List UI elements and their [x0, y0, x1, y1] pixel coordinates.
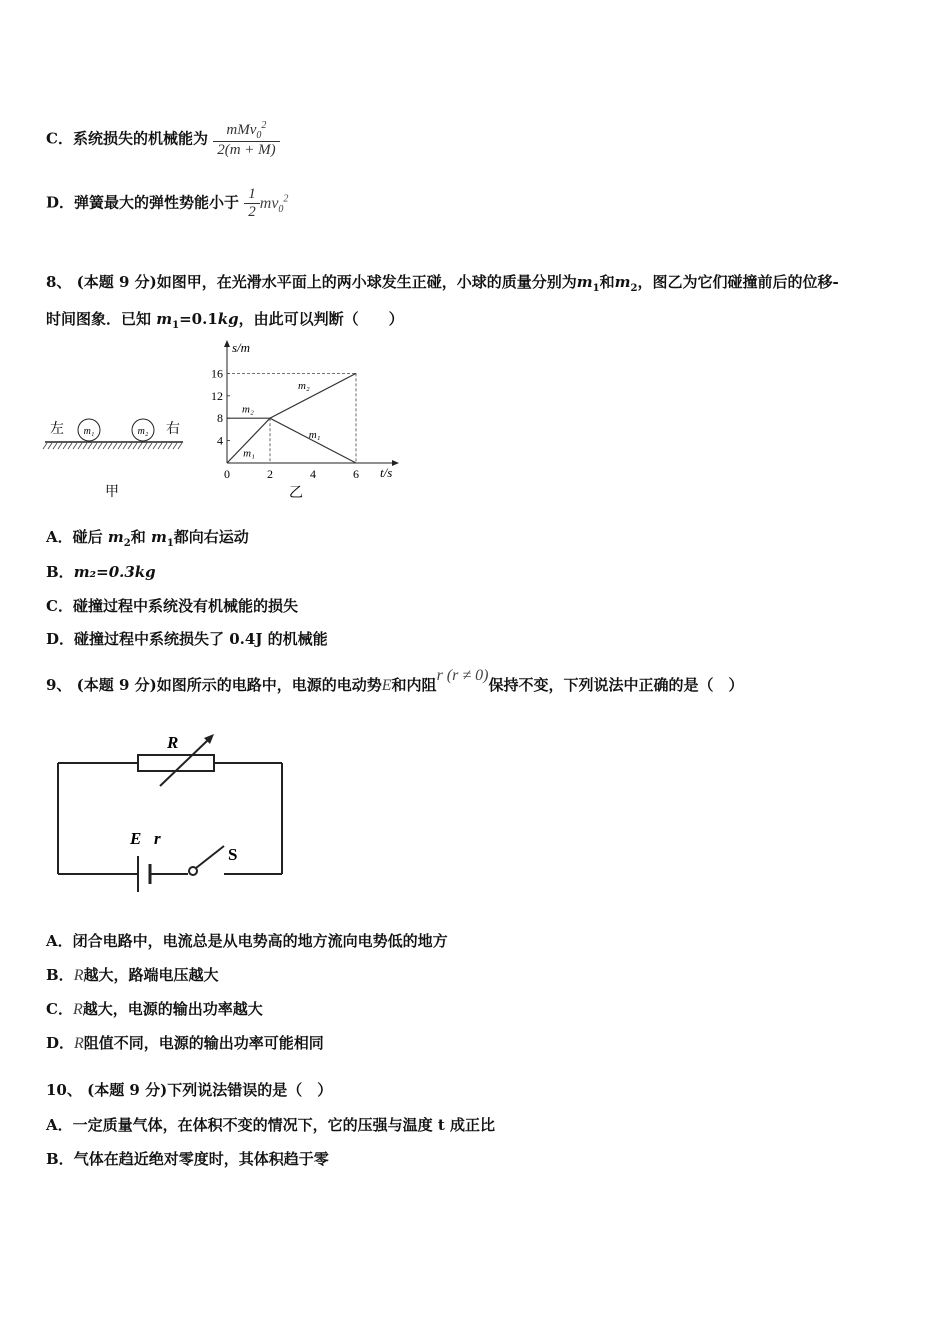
option-text: 气体在趋近绝对零度时，其体积趋于零: [73, 1150, 329, 1168]
circuit-diagram: [48, 728, 298, 898]
subscript: 1: [592, 283, 600, 294]
stem-text: 下列说法错误的是（ ）: [167, 1081, 333, 1099]
option-label: B．: [46, 966, 74, 984]
var-m: m: [614, 273, 631, 291]
option-text: 闭合电路中，电流总是从电势高的地方流向电势低的地方: [72, 932, 448, 950]
q8-option-b: [46, 561, 156, 582]
hatch-mark: [128, 443, 132, 449]
var-m: m: [150, 528, 167, 546]
fraction-numerator: 1: [248, 186, 256, 202]
label-right: 右: [166, 422, 180, 437]
hatch-mark: [158, 443, 162, 449]
figure-caption: 乙: [289, 486, 303, 501]
y-axis-arrow: [224, 340, 230, 347]
hatch-mark: [163, 443, 167, 449]
option-label: B．: [46, 563, 74, 581]
question-number: 8、: [46, 273, 72, 291]
stem-text: ，图乙为它们碰撞前后的位移-: [637, 273, 839, 291]
option-label: A．: [46, 528, 73, 546]
figure-jia: [40, 405, 200, 505]
ball-m1-label: m₁: [83, 426, 95, 437]
switch-label: S: [228, 845, 238, 864]
q7-option-c: [46, 120, 280, 159]
fraction-denominator: 2(m + M): [213, 141, 279, 159]
x-tick-label: 6: [353, 467, 359, 481]
option-text: m₂=0.3kg: [73, 563, 156, 581]
hatch-mark: [123, 443, 127, 449]
switch-pivot: [189, 867, 197, 875]
var-E: E: [381, 677, 392, 694]
option-text: 越大，路端电压越大: [83, 966, 219, 984]
fraction-numerator: mMv: [226, 122, 257, 138]
subscript: 0: [256, 130, 262, 141]
hatch-mark: [108, 443, 112, 449]
var-m: m: [576, 273, 593, 291]
q9-option-b: [46, 964, 218, 985]
stem-text: 保持不变，下列说法中正确的是（ ）: [488, 676, 744, 694]
given-value: =0.1: [179, 310, 218, 328]
q9-option-d: [46, 1032, 324, 1053]
var-R: R: [72, 1001, 83, 1018]
subscript: 0: [278, 203, 284, 215]
math-text: mv: [259, 194, 279, 212]
hatch-mark: [133, 443, 137, 449]
hatch-mark: [68, 443, 72, 449]
var-R: R: [73, 967, 84, 984]
superscript: 2: [283, 193, 289, 205]
hatch-mark: [143, 443, 147, 449]
hatch-mark: [63, 443, 67, 449]
stem-text: 和: [599, 273, 615, 291]
resistor-label: R: [167, 733, 179, 752]
hatch-mark: [113, 443, 117, 449]
hatch-mark: [88, 443, 92, 449]
fraction: [213, 120, 279, 159]
hatch-mark: [118, 443, 122, 449]
stem-text: 如图所示的电路中，电源的电动势: [156, 676, 382, 694]
hatch-mark: [178, 443, 182, 449]
q8-option-a: [46, 526, 249, 549]
figure-yi-chart: [200, 335, 405, 505]
figure-caption: 甲: [105, 485, 119, 500]
subscript: 2: [630, 283, 638, 294]
option-text: 阻值不同，电源的输出功率可能相同: [83, 1034, 324, 1052]
option-label: A．: [46, 932, 73, 950]
hatch-mark: [58, 443, 62, 449]
question-number: 9、: [46, 676, 72, 694]
unit: kg: [217, 310, 239, 328]
q9-option-a: [46, 930, 448, 951]
var-R: R: [74, 1035, 84, 1052]
option-text: 碰撞过程中系统没有机械能的损失: [72, 597, 298, 615]
hatch-mark: [43, 443, 47, 449]
series-label-m2-before: m₂: [242, 403, 254, 416]
ball-m2-label: m₂: [137, 426, 149, 437]
q9-option-c: [46, 998, 263, 1019]
option-text: 和: [130, 528, 151, 546]
option-label: D．: [46, 1034, 75, 1052]
q8-option-c: [46, 595, 298, 616]
option-label: C．: [46, 1000, 73, 1018]
hatch-mark: [78, 443, 82, 449]
x-axis-label: t/s: [380, 465, 393, 480]
option-text: 越大，电源的输出功率越大: [82, 1000, 263, 1018]
q8-stem-line1: [46, 271, 839, 294]
option-label: D．: [46, 630, 75, 648]
q10-option-b: [46, 1148, 329, 1169]
series-label-m1-after: m₁: [308, 428, 321, 441]
q8-stem-line2: [46, 308, 404, 331]
y-tick-label: 16: [211, 366, 223, 381]
option-label: A．: [46, 1116, 73, 1134]
q7-option-d: [46, 186, 288, 221]
hatch-mark: [53, 443, 57, 449]
stem-text: 时间图象．已知: [46, 310, 152, 328]
var-m: m: [107, 528, 124, 546]
hatch-mark: [73, 443, 77, 449]
hatch-mark: [168, 443, 172, 449]
y-axis-label: s/m: [232, 340, 251, 355]
hatch-mark: [153, 443, 157, 449]
question-number: 10、: [46, 1081, 82, 1099]
x-tick-label: 4: [310, 467, 316, 481]
option-label: C．: [46, 597, 73, 615]
option-text: 碰撞过程中系统损失了 0.4J 的机械能: [74, 630, 328, 648]
internal-resistance-label: r: [154, 829, 161, 848]
option-text: 系统损失的机械能为: [72, 129, 208, 148]
q9-stem: [46, 667, 744, 695]
ground-hatch: [43, 443, 182, 449]
question-score: (本题 9 分): [87, 1081, 168, 1099]
option-text: 一定质量气体，在体积不变的情况下，它的压强与温度 t 成正比: [72, 1116, 496, 1134]
y-tick-label: 8: [217, 411, 223, 426]
subscript: 2: [123, 538, 131, 549]
hatch-mark: [138, 443, 142, 449]
hatch-mark: [148, 443, 152, 449]
x-axis-arrow: [392, 460, 399, 466]
series-label-m2-after: m₂: [297, 380, 310, 393]
fraction-denominator: 2: [244, 203, 260, 221]
fraction: [244, 186, 260, 221]
question-score: (本题 9 分): [76, 676, 157, 694]
series-label-m1-before: m₁: [243, 447, 255, 460]
x-tick-label: 2: [267, 467, 273, 481]
switch-blade: [196, 846, 224, 868]
subscript: 1: [166, 538, 174, 549]
math-tail: [259, 193, 289, 215]
option-label: B．: [46, 1150, 74, 1168]
stem-text: ，由此可以判断（ ）: [238, 310, 404, 328]
option-text: 都向右运动: [173, 528, 249, 546]
q10-stem: [46, 1079, 332, 1100]
option-label: D．: [46, 193, 75, 212]
option-text: 碰后: [72, 528, 108, 546]
hatch-mark: [98, 443, 102, 449]
var-r-expression: r (r ≠ 0): [436, 667, 489, 684]
q10-option-a: [46, 1114, 495, 1135]
hatch-mark: [103, 443, 107, 449]
hatch-mark: [173, 443, 177, 449]
q8-option-d: [46, 628, 328, 649]
y-tick-label: 12: [211, 388, 223, 403]
hatch-mark: [48, 443, 52, 449]
subscript: 1: [172, 320, 180, 331]
stem-text: 如图甲，在光滑水平面上的两小球发生正碰，小球的质量分别为: [156, 273, 577, 291]
hatch-mark: [83, 443, 87, 449]
question-score: (本题 9 分): [76, 273, 157, 291]
label-left: 左: [50, 422, 64, 437]
hatch-mark: [93, 443, 97, 449]
var-m: m: [156, 310, 173, 328]
superscript: 2: [261, 120, 267, 131]
rheostat-body: [138, 755, 214, 771]
option-text: 弹簧最大的弹性势能小于: [74, 193, 240, 212]
emf-label: E: [130, 829, 142, 848]
option-label: C．: [46, 129, 73, 148]
y-tick-label: 4: [217, 433, 223, 448]
stem-text: 和内阻: [391, 676, 437, 694]
x-tick-label: 0: [224, 467, 230, 481]
